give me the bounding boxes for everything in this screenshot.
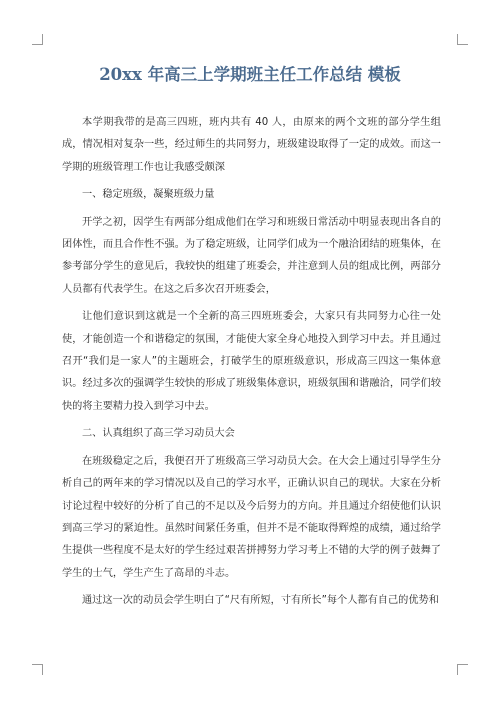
section-heading-1: 一、稳定班级，凝聚班级力量 — [82, 189, 215, 201]
body-paragraph: 在班级稳定之后，我便召开了班级高三学习动员大会。在大会上通过引导学生分析自己的两年来的学习情况以及自己的学习水平，正确认识自己的现状。大家在分析讨论过程中较好的分析了自己的不足以及今后努力的方向。并且通过介绍使他们认识到高三学习的紧迫性。虽然时间紧任务重，但并不是不能取得辉煌的成绩，通过给学生提供一些程度不是太好的学生经过艰苦拼搏努力学习考上不错的大学的例子鼓舞了学生的士气，学生产生了高昂的斗志。 — [62, 455, 441, 579]
document-body — [62, 112, 441, 613]
crop-mark-bottom-left — [32, 664, 43, 675]
crop-mark-top-right — [457, 34, 468, 45]
crop-mark-bottom-right — [457, 664, 468, 675]
document-title: 20xx 年高三上学期班主任工作总结 模板 — [99, 65, 401, 84]
crop-mark-top-left — [32, 34, 43, 45]
intro-paragraph: 本学期我带的是高三四班，班内共有 40 人，由原来的两个文班的部分学生组成，情况相对复杂一些，经过师生的共同努力，班级建设取得了一定的成效。而这一学期的班级管理工作也让我感受颇深 — [62, 117, 441, 173]
body-paragraph: 开学之初，因学生有两部分组成他们在学习和班级日常活动中明显表现出各自的团体性，而且合作性不强。为了稳定班级，让同学们成为一个融洽团结的班集体，在参考部分学生的意见后，我较快的组建了班委会，并注意到人员的组成比例，两部分人员都有代表学生。在这之后多次召开班委会， — [62, 216, 441, 295]
body-paragraph: 让他们意识到这就是一个全新的高三四班班委会，大家只有共同努力心往一处使，才能创造一个和谐稳定的氛围，才能使大家全身心地投入到学习中去。并且通过召开“我们是一家人”的主题班会，打破学生的原班级意识，形成高三四这一集体意识。经过多次的强调学生较快的形成了班级集体意识，班级氛围和谐融洽，同学们较快的将主要精力投入到学习中去。 — [62, 311, 441, 412]
section-heading-2: 二、认真组织了高三学习动员大会 — [82, 428, 235, 440]
body-paragraph: 通过这一次的动员会学生明白了“尺有所短，寸有所长”每个人都有自己的优势和 — [82, 595, 439, 607]
